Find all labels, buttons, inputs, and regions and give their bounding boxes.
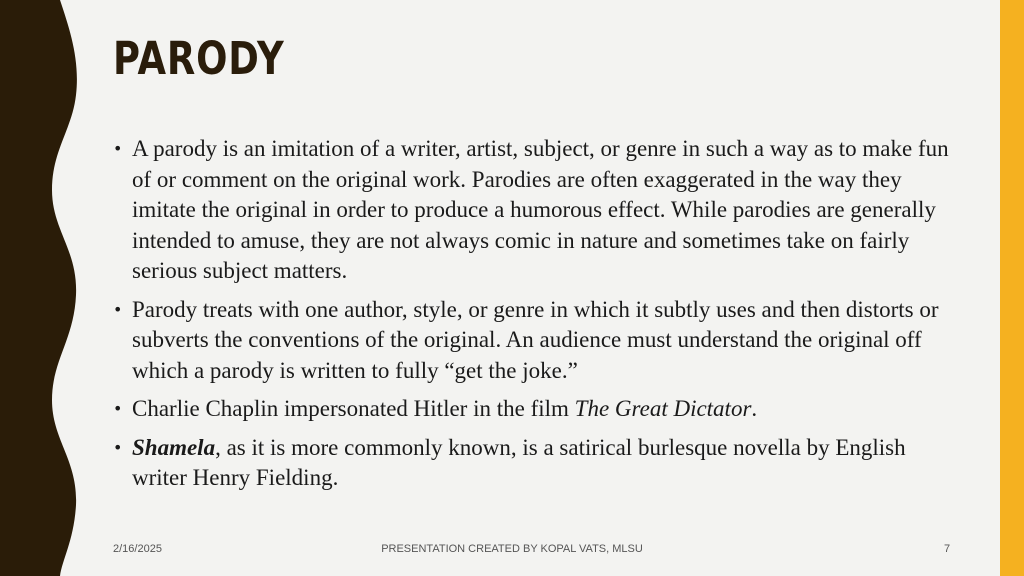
page-number: 7 (944, 543, 951, 555)
bullet-text-end: . (751, 396, 758, 421)
bullet-text: Parody treats with one author, style, or genre in which it subtly uses and then distorts or subverts the conventions of the original. An audience must understand the original off which a parody is written to fully “get the joke.” (132, 296, 939, 383)
bullet-item (113, 394, 953, 425)
footer-date: 2/16/2025 (113, 543, 162, 555)
slide-title: PARODY (113, 32, 285, 85)
bullet-text: , as it is more commonly known, is a satirical burlesque novella by English writer Henry Fielding. (132, 434, 906, 490)
novella-title: Shamela (132, 434, 216, 460)
accent-bar (1000, 0, 1024, 576)
bullet-item (113, 433, 953, 494)
decorative-wave-band (0, 0, 100, 576)
bullet-list (113, 134, 953, 502)
bullet-item (113, 134, 953, 287)
footer-presenter: PRESENTATION CREATED BY KOPAL VATS, MLSU (381, 543, 643, 555)
bullet-text: A parody is an imitation of a writer, artist, subject, or genre in such a way as to make fun of or comment on the original work. Parodies are often exaggerated in the way they imitate the original in order to produce a humorous effect. While parodies are generally intended to amuse, they are not always comic in nature and sometimes take on fairly serious subject matters. (132, 136, 949, 283)
bullet-text: Charlie Chaplin impersonated Hitler in the film (132, 396, 575, 421)
bullet-item (113, 295, 953, 387)
film-title: The Great Dictator (574, 396, 752, 421)
